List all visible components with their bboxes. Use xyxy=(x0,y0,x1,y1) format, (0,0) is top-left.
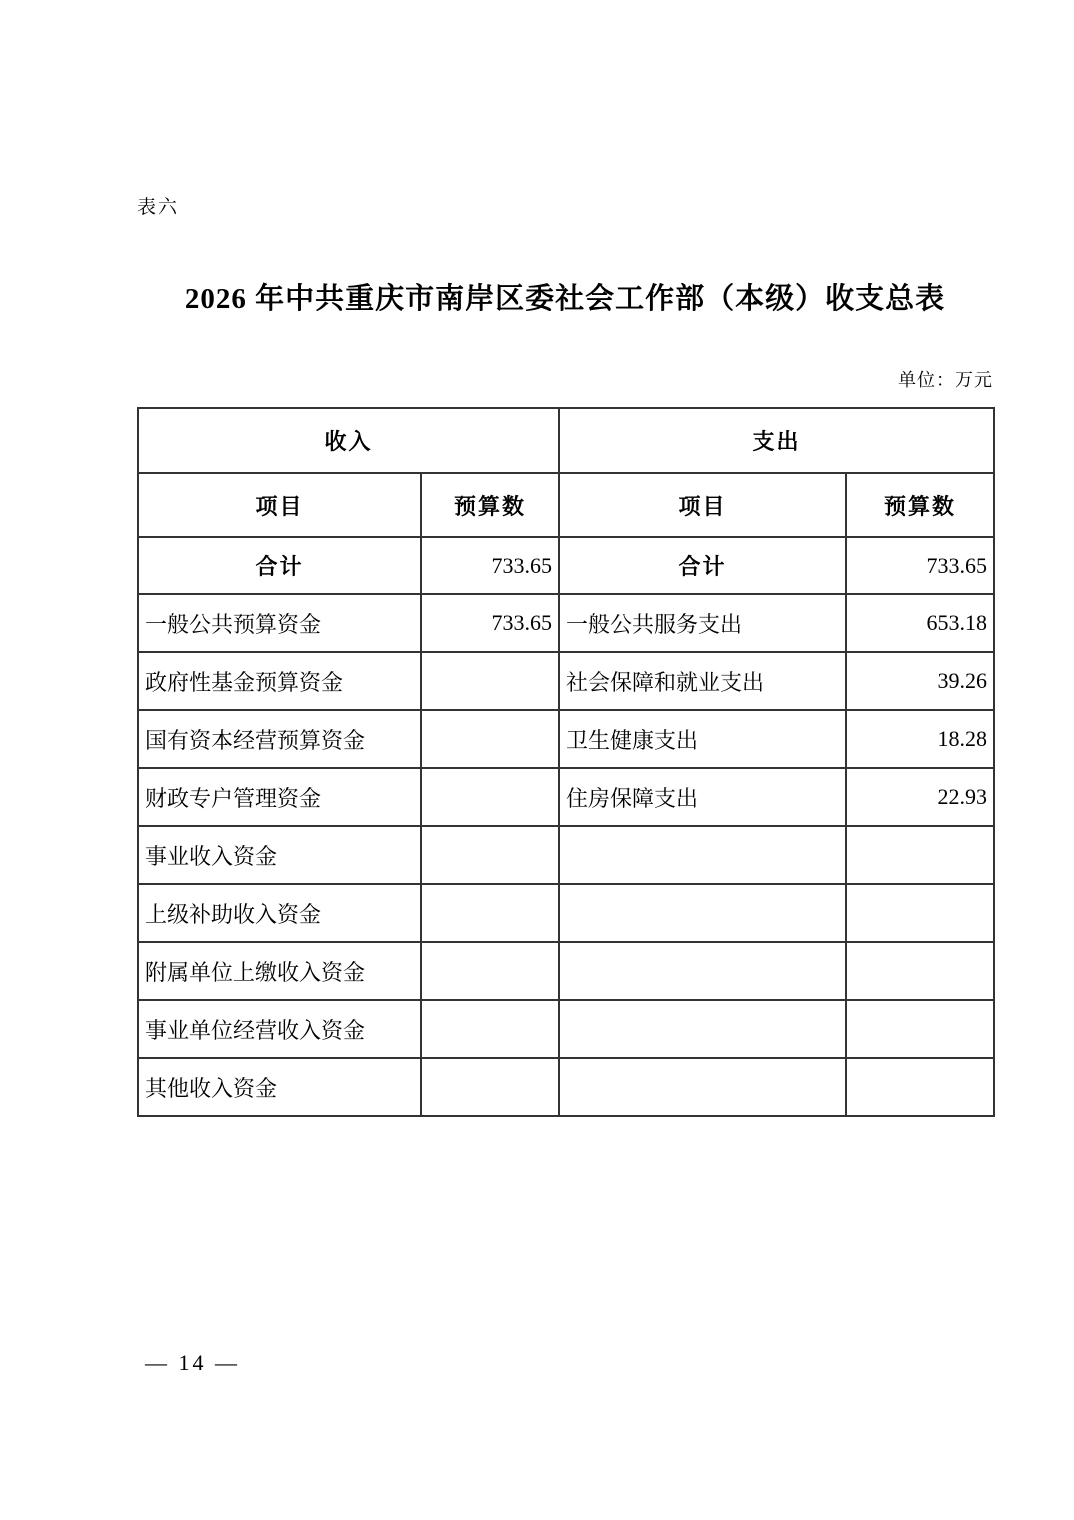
expense-budget-cell xyxy=(846,942,994,1000)
column-header-row xyxy=(138,473,994,537)
table-row xyxy=(138,594,994,652)
expense-item-cell: 卫生健康支出 xyxy=(559,710,846,768)
table-label: 表六 xyxy=(137,197,180,218)
expense-budget-cell xyxy=(846,1000,994,1058)
unit-note: 单位：万元 xyxy=(898,370,993,390)
table-row-total xyxy=(138,537,994,594)
expense-budget-cell: 39.26 xyxy=(846,652,994,710)
expense-item-cell xyxy=(559,942,846,1000)
income-budget-cell xyxy=(421,652,559,710)
expense-item-cell: 社会保障和就业支出 xyxy=(559,652,846,710)
income-item-cell: 一般公共预算资金 xyxy=(138,594,421,652)
expense-item-cell xyxy=(559,1000,846,1058)
expense-item-cell: 住房保障支出 xyxy=(559,768,846,826)
income-item-cell: 附属单位上缴收入资金 xyxy=(138,942,421,1000)
table-row xyxy=(138,884,994,942)
page-title: 2026 年中共重庆市南岸区委社会工作部（本级）收支总表 xyxy=(184,283,946,315)
table-row xyxy=(138,942,994,1000)
expense-budget-cell xyxy=(846,884,994,942)
table-row xyxy=(138,1000,994,1058)
expense-item-cell: 合计 xyxy=(559,537,846,594)
income-section-header: 收入 xyxy=(138,408,559,473)
income-item-col-header: 项目 xyxy=(138,473,421,537)
expense-budget-col-header: 预算数 xyxy=(846,473,994,537)
income-item-cell: 事业收入资金 xyxy=(138,826,421,884)
income-item-cell: 国有资本经营预算资金 xyxy=(138,710,421,768)
section-header-row xyxy=(138,408,994,473)
income-budget-cell xyxy=(421,1000,559,1058)
table-row xyxy=(138,1058,994,1116)
expense-item-cell xyxy=(559,884,846,942)
page-number: — 14 — xyxy=(145,1350,240,1375)
income-budget-cell: 733.65 xyxy=(421,537,559,594)
income-budget-cell xyxy=(421,826,559,884)
expense-budget-cell: 22.93 xyxy=(846,768,994,826)
table-row xyxy=(138,826,994,884)
table-row xyxy=(138,710,994,768)
expense-item-cell xyxy=(559,826,846,884)
income-budget-cell xyxy=(421,768,559,826)
expense-budget-cell: 733.65 xyxy=(846,537,994,594)
expense-budget-cell: 18.28 xyxy=(846,710,994,768)
income-item-cell: 财政专户管理资金 xyxy=(138,768,421,826)
income-budget-col-header: 预算数 xyxy=(421,473,559,537)
income-budget-cell xyxy=(421,710,559,768)
expense-section-header: 支出 xyxy=(559,408,994,473)
expense-budget-cell xyxy=(846,826,994,884)
expense-budget-cell: 653.18 xyxy=(846,594,994,652)
budget-table xyxy=(137,407,995,1117)
expense-item-cell xyxy=(559,1058,846,1116)
income-budget-cell xyxy=(421,942,559,1000)
income-item-cell: 上级补助收入资金 xyxy=(138,884,421,942)
income-budget-cell xyxy=(421,1058,559,1116)
income-item-cell: 事业单位经营收入资金 xyxy=(138,1000,421,1058)
income-budget-cell xyxy=(421,884,559,942)
income-item-cell: 政府性基金预算资金 xyxy=(138,652,421,710)
expense-item-col-header: 项目 xyxy=(559,473,846,537)
expense-item-cell: 一般公共服务支出 xyxy=(559,594,846,652)
table-row xyxy=(138,768,994,826)
income-budget-cell: 733.65 xyxy=(421,594,559,652)
income-item-cell: 其他收入资金 xyxy=(138,1058,421,1116)
expense-budget-cell xyxy=(846,1058,994,1116)
table-row xyxy=(138,652,994,710)
income-item-cell: 合计 xyxy=(138,537,421,594)
